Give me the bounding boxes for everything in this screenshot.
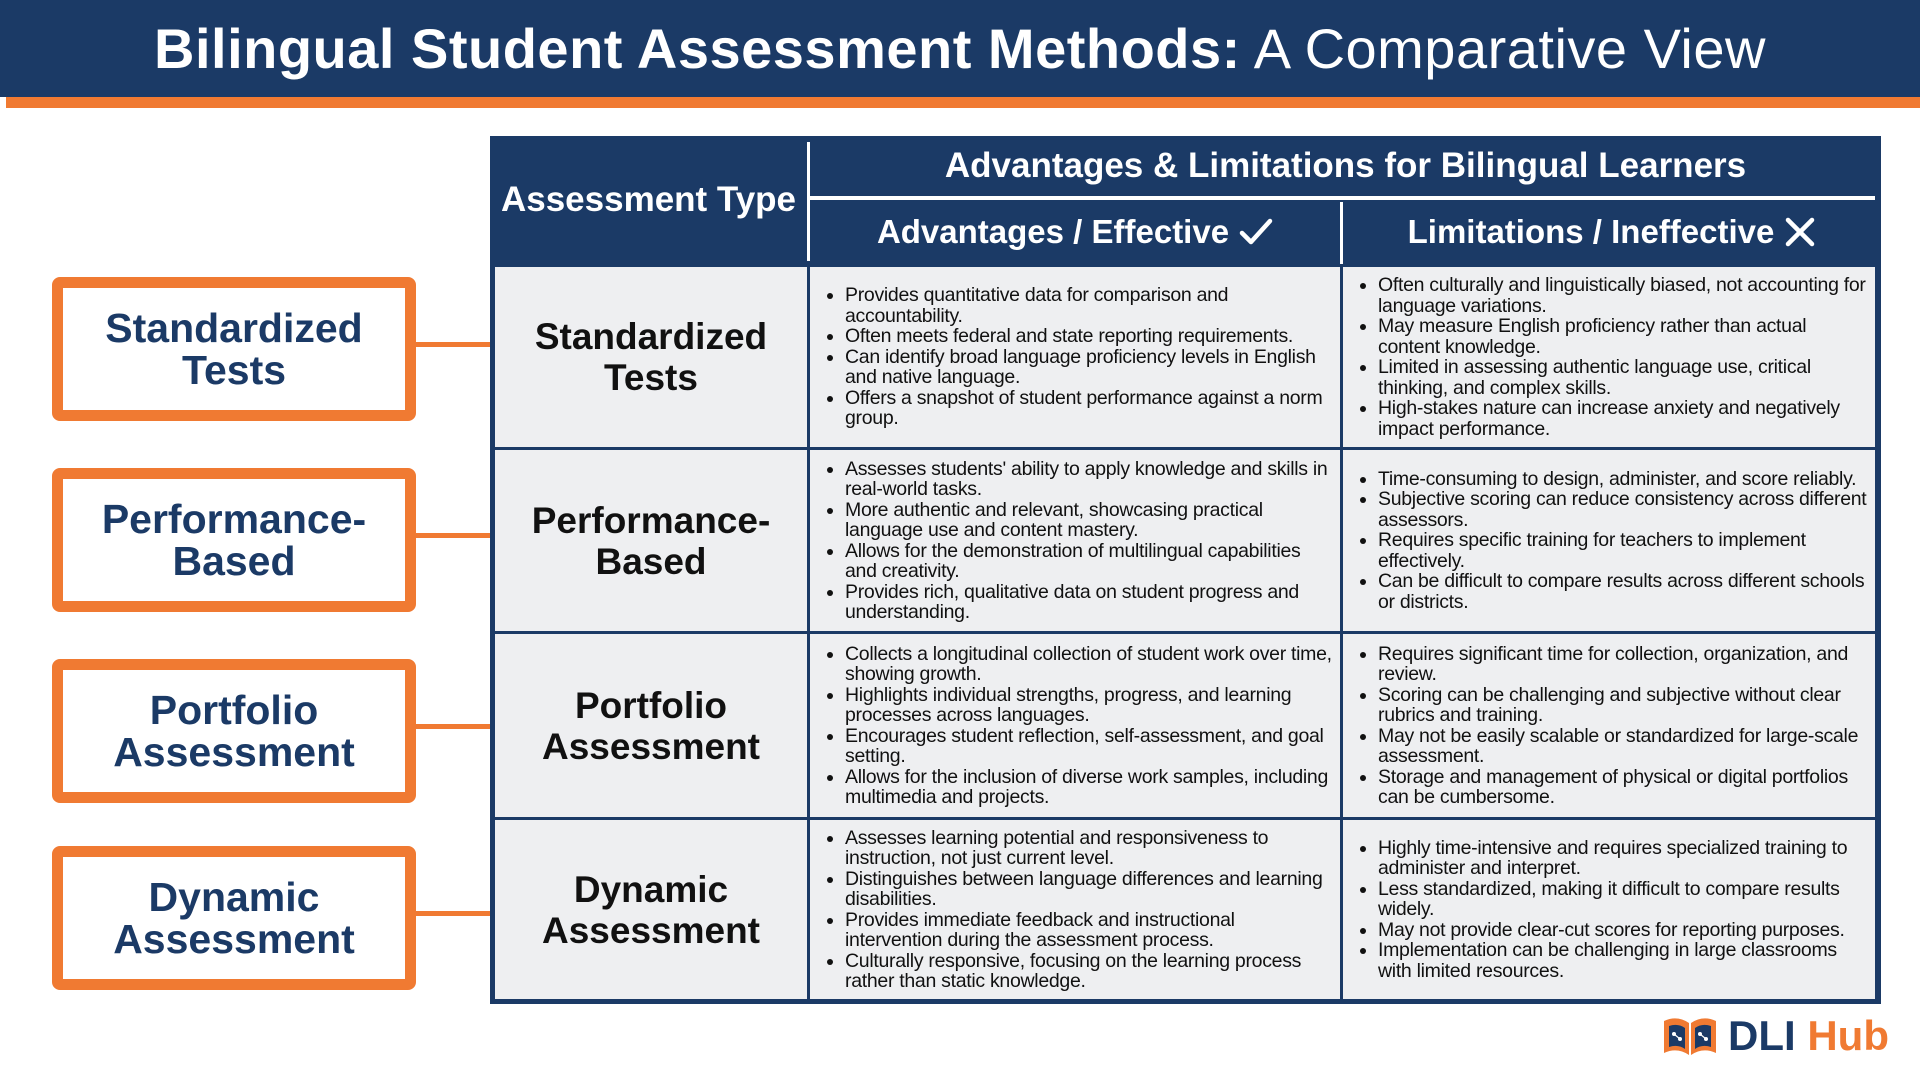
list-item: • Requires specific training for teachers to implement effectively. bbox=[1378, 530, 1869, 571]
limitations-cell-standardized bbox=[1343, 267, 1875, 447]
check-icon bbox=[1239, 217, 1273, 247]
row-type-performance bbox=[495, 450, 807, 631]
list-item: • More authentic and relevant, showcasing practical language use and content mastery. bbox=[845, 500, 1334, 541]
list-item: • Offers a snapshot of student performance against a norm group. bbox=[845, 388, 1334, 429]
list-item: • Collects a longitudinal collection of student work over time, showing growth. bbox=[845, 644, 1334, 685]
logo bbox=[1660, 1012, 1889, 1060]
advantages-cell-standardized bbox=[810, 267, 1340, 447]
list-item: • Highly time-intensive and requires specialized training to administer and interpret. bbox=[1378, 838, 1869, 879]
page-title bbox=[154, 16, 1766, 81]
list-item: • Allows for the inclusion of diverse work samples, including multimedia and projects. bbox=[845, 767, 1334, 808]
limitations-list bbox=[1361, 838, 1869, 982]
header-limitations bbox=[1343, 200, 1881, 264]
advantages-list bbox=[828, 828, 1334, 992]
connector-line bbox=[405, 342, 491, 347]
row-type-line: Dynamic bbox=[573, 868, 729, 910]
limitations-list bbox=[1361, 644, 1869, 808]
side-label-line: Assessment bbox=[113, 916, 355, 962]
side-label-line: Based bbox=[172, 538, 296, 584]
list-item: • Distinguishes between language differences and learning disabilities. bbox=[845, 869, 1334, 910]
side-label-standardized bbox=[52, 277, 416, 421]
list-item: • Culturally responsive, focusing on the learning process rather than static knowledge. bbox=[845, 951, 1334, 992]
list-item: • Requires significant time for collection, organization, and review. bbox=[1378, 644, 1869, 685]
list-item: • Can identify broad language proficiency levels in English and native language. bbox=[845, 347, 1334, 388]
list-item: • Encourages student reflection, self-assessment, and goal setting. bbox=[845, 726, 1334, 767]
row-type-line: Standardized bbox=[534, 316, 768, 357]
side-label-dynamic bbox=[52, 846, 416, 990]
side-label-line: Tests bbox=[181, 347, 287, 393]
row-type-line: Tests bbox=[604, 357, 698, 398]
row-type-standardized bbox=[495, 267, 807, 447]
title-accent-bar bbox=[6, 97, 1920, 108]
side-label-line: Portfolio bbox=[149, 687, 319, 733]
limitations-cell-dynamic bbox=[1343, 820, 1875, 999]
header-limitations-label: Limitations / Ineffective bbox=[1407, 213, 1775, 250]
page-title-regular: A Comparative View bbox=[1253, 17, 1766, 80]
header-advantages-limitations: Advantages & Limitations for Bilingual Learners bbox=[944, 146, 1747, 185]
logo-text bbox=[1728, 1012, 1889, 1060]
header-advantages bbox=[810, 200, 1340, 264]
list-item: • Storage and management of physical or digital portfolios can be cumbersome. bbox=[1378, 767, 1869, 808]
list-item: • Can be difficult to compare results across different schools or districts. bbox=[1378, 571, 1869, 612]
list-item: • Time-consuming to design, administer, and score reliably. bbox=[1378, 469, 1869, 490]
list-item: • Provides quantitative data for comparison and accountability. bbox=[845, 285, 1334, 326]
limitations-list bbox=[1361, 469, 1869, 613]
comparison-table bbox=[490, 136, 1881, 1004]
list-item: • Highlights individual strengths, progress, and learning processes across languages. bbox=[845, 685, 1334, 726]
side-label-line: Assessment bbox=[113, 729, 355, 775]
list-item: • Often culturally and linguistically biased, not accounting for language variations. bbox=[1378, 275, 1869, 316]
page-title-bold: Bilingual Student Assessment Methods: bbox=[154, 17, 1241, 80]
list-item: • Provides immediate feedback and instructional intervention during the assessment process. bbox=[845, 910, 1334, 951]
side-label-line: Dynamic bbox=[148, 874, 320, 920]
advantages-list bbox=[828, 644, 1334, 808]
row-type-line: Portfolio bbox=[574, 684, 728, 726]
connector-line bbox=[405, 533, 491, 538]
connector-line bbox=[405, 724, 491, 729]
list-item: • Limited in assessing authentic language use, critical thinking, and complex skills. bbox=[1378, 357, 1869, 398]
side-label-line: Performance- bbox=[101, 496, 367, 542]
side-label-portfolio bbox=[52, 659, 416, 803]
row-type-line: Assessment bbox=[541, 725, 760, 767]
open-book-icon bbox=[1660, 1013, 1720, 1059]
title-bar bbox=[0, 0, 1920, 97]
limitations-list bbox=[1361, 275, 1869, 439]
list-item: • Subjective scoring can reduce consistency across different assessors. bbox=[1378, 489, 1869, 530]
advantages-list bbox=[828, 459, 1334, 623]
list-item: • Allows for the demonstration of multilingual capabilities and creativity. bbox=[845, 541, 1334, 582]
x-icon bbox=[1784, 216, 1816, 248]
row-type-line: Performance- bbox=[531, 499, 771, 541]
header-assessment-type: Assessment Type bbox=[500, 180, 797, 219]
advantages-cell-portfolio bbox=[810, 634, 1340, 817]
list-item: • Assesses learning potential and responsiveness to instruction, not just current level. bbox=[845, 828, 1334, 869]
row-type-line: Assessment bbox=[541, 909, 760, 951]
row-type-dynamic bbox=[495, 820, 807, 999]
advantages-cell-performance bbox=[810, 450, 1340, 631]
side-label-line: Standardized bbox=[105, 305, 363, 351]
list-item: • Implementation can be challenging in large classrooms with limited resources. bbox=[1378, 940, 1869, 981]
connector-line bbox=[405, 911, 491, 916]
side-label-performance bbox=[52, 468, 416, 612]
list-item: • High-stakes nature can increase anxiety and negatively impact performance. bbox=[1378, 398, 1869, 439]
limitations-cell-portfolio bbox=[1343, 634, 1875, 817]
row-type-line: Based bbox=[595, 540, 707, 582]
list-item: • Provides rich, qualitative data on student progress and understanding. bbox=[845, 582, 1334, 623]
list-item: • Scoring can be challenging and subjective without clear rubrics and training. bbox=[1378, 685, 1869, 726]
list-item: • May measure English proficiency rather than actual content knowledge. bbox=[1378, 316, 1869, 357]
list-item: • Less standardized, making it difficult to compare results widely. bbox=[1378, 879, 1869, 920]
advantages-cell-dynamic bbox=[810, 820, 1340, 999]
list-item: • May not provide clear-cut scores for reporting purposes. bbox=[1378, 920, 1869, 941]
header-advantages-label: Advantages / Effective bbox=[876, 213, 1230, 250]
advantages-list bbox=[828, 285, 1334, 429]
list-item: • May not be easily scalable or standardized for large-scale assessment. bbox=[1378, 726, 1869, 767]
limitations-cell-performance bbox=[1343, 450, 1875, 631]
logo-text-dli: DLI bbox=[1728, 1012, 1796, 1059]
list-item: • Often meets federal and state reporting requirements. bbox=[845, 326, 1334, 347]
list-item: • Assesses students' ability to apply knowledge and skills in real-world tasks. bbox=[845, 459, 1334, 500]
row-type-portfolio bbox=[495, 634, 807, 817]
logo-text-hub: Hub bbox=[1807, 1012, 1889, 1059]
